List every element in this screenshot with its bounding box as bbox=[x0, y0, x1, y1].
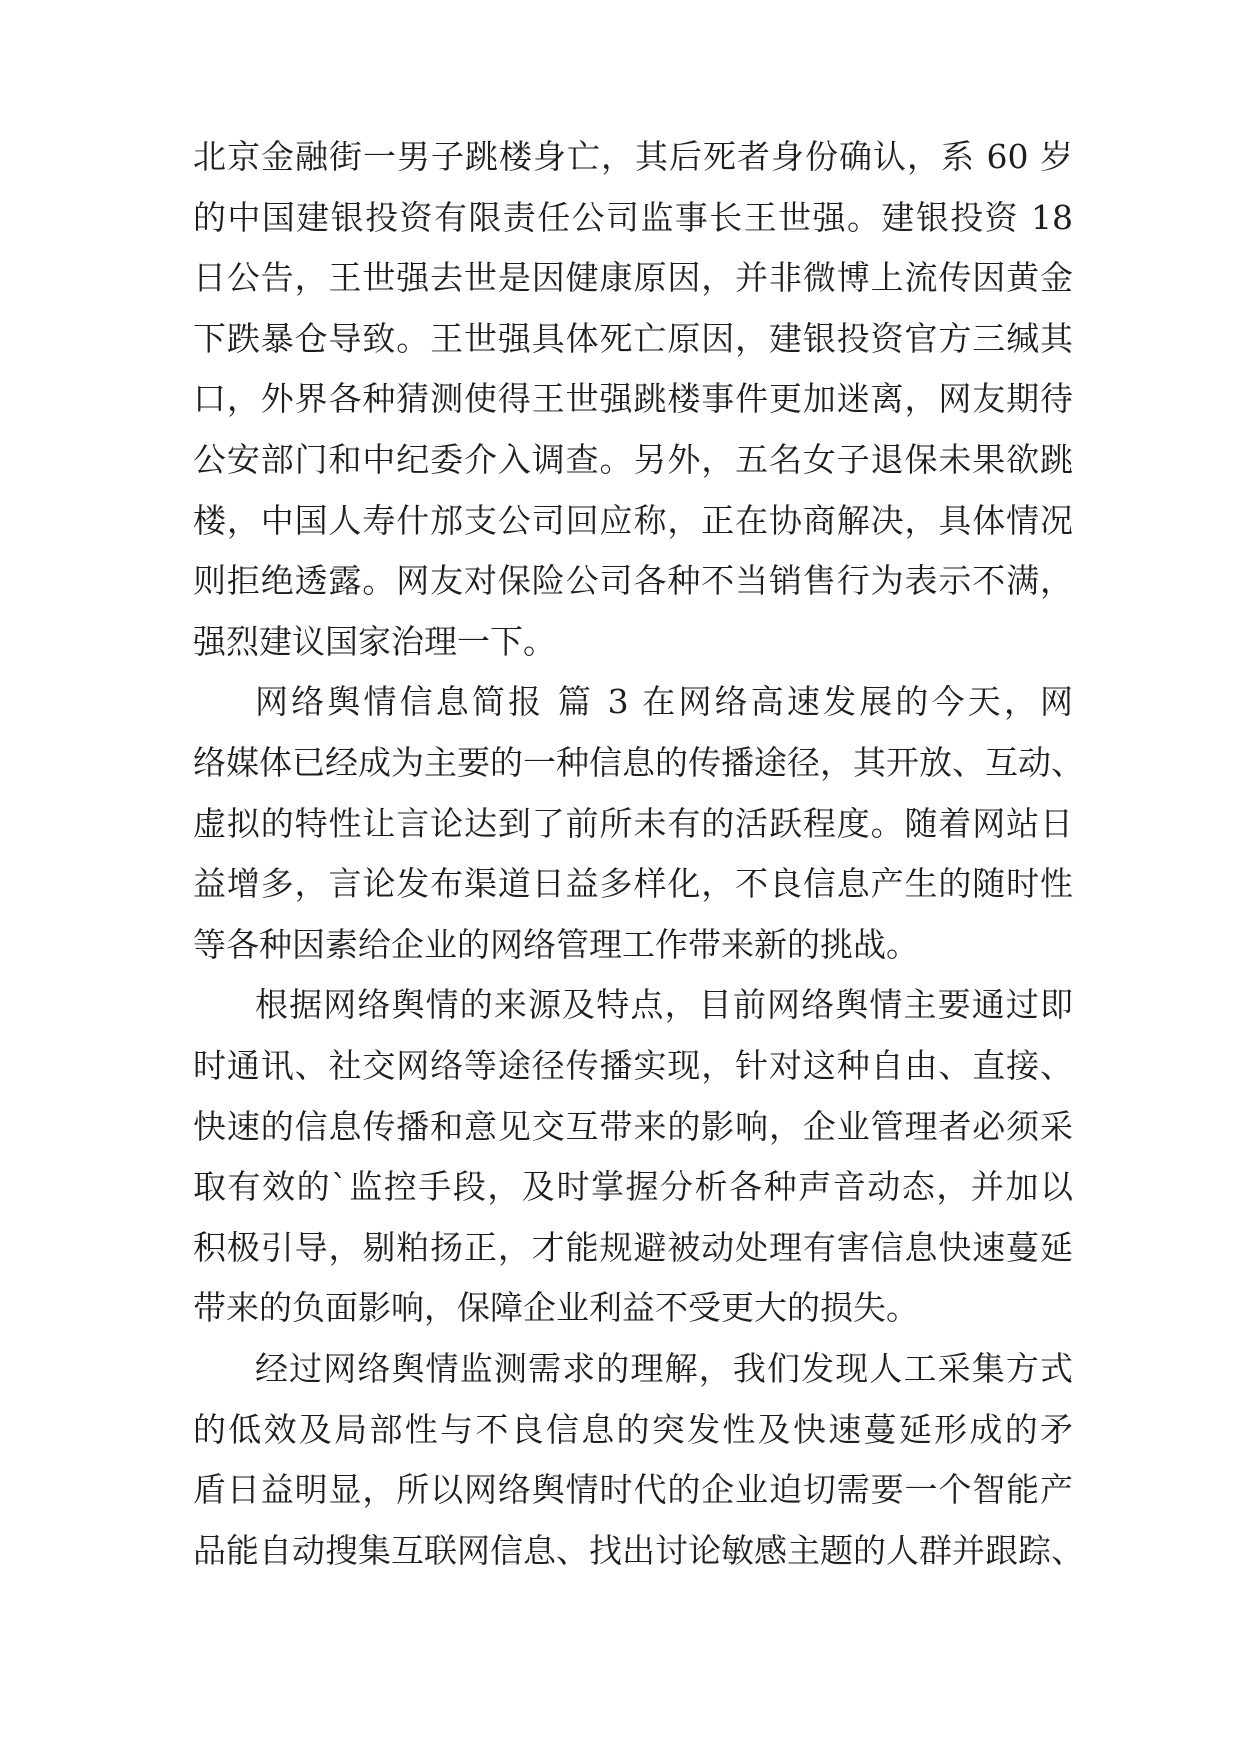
text-line: 积极引导，剔粕扬正，才能规避被动处理有害信息快速蔓延 bbox=[193, 1228, 1073, 1267]
text-line: 的中国建银投资有限责任公司监事长王世强。建银投资 18 bbox=[193, 198, 1073, 237]
text-line: 网络舆情信息简报 篇 3 在网络高速发展的今天，网 bbox=[255, 682, 1073, 721]
text-line: 公安部门和中纪委介入调查。另外，五名女子退保未果欲跳 bbox=[193, 440, 1073, 479]
text-line: 带来的负面影响，保障企业利益不受更大的损失。 bbox=[193, 1288, 919, 1327]
text-line: 则拒绝透露。网友对保险公司各种不当销售行为表示不满， bbox=[193, 561, 1073, 600]
text-line: 络媒体已经成为主要的一种信息的传播途径，其开放、互动、 bbox=[193, 743, 1084, 782]
text-line: 取有效的`监控手段，及时掌握分析各种声音动态，并加以 bbox=[193, 1167, 1073, 1206]
text-line: 日公告，王世强去世是因健康原因，并非微博上流传因黄金 bbox=[193, 258, 1073, 297]
text-line: 楼，中国人寿什邡支公司回应称，正在协商解决，具体情况 bbox=[193, 501, 1073, 540]
text-line: 虚拟的特性让言论达到了前所未有的活跃程度。随着网站日 bbox=[193, 804, 1073, 843]
text-line: 品能自动搜集互联网信息、找出讨论敏感主题的人群并跟踪、 bbox=[193, 1531, 1084, 1570]
text-line: 下跌暴仓导致。王世强具体死亡原因，建银投资官方三缄其 bbox=[193, 319, 1073, 358]
text-line: 盾日益明显，所以网络舆情时代的企业迫切需要一个智能产 bbox=[193, 1470, 1073, 1509]
text-line: 强烈建议国家治理一下。 bbox=[193, 622, 556, 661]
text-line: 益增多，言论发布渠道日益多样化，不良信息产生的随时性 bbox=[193, 864, 1073, 903]
text-line: 的低效及局部性与不良信息的突发性及快速蔓延形成的矛 bbox=[193, 1410, 1073, 1449]
text-line: 时通讯、社交网络等途径传播实现，针对这种自由、直接、 bbox=[193, 1046, 1073, 1085]
text-line: 经过网络舆情监测需求的理解，我们发现人工采集方式 bbox=[255, 1349, 1073, 1388]
text-line: 口，外界各种猜测使得王世强跳楼事件更加迷离，网友期待 bbox=[193, 379, 1073, 418]
text-line: 等各种因素给企业的网络管理工作带来新的挑战。 bbox=[193, 925, 919, 964]
text-line: 快速的信息传播和意见交互带来的影响，企业管理者必须采 bbox=[193, 1107, 1073, 1146]
text-line: 北京金融街一男子跳楼身亡，其后死者身份确认，系 60 岁 bbox=[193, 137, 1073, 176]
text-line: 根据网络舆情的来源及特点，目前网络舆情主要通过即 bbox=[255, 985, 1073, 1024]
